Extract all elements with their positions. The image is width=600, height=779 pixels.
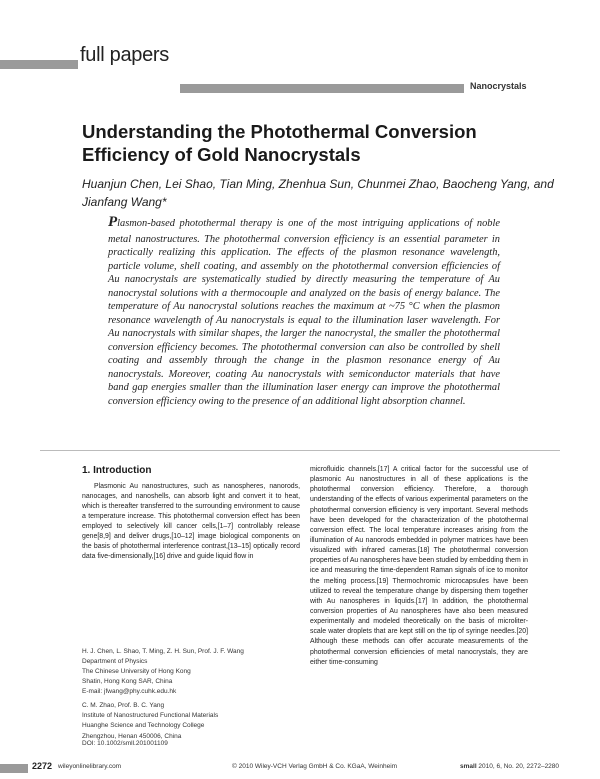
journal-info bbox=[460, 763, 559, 770]
intro-col2-paragraph: microfluidic channels.[17] A critical factor for the successful use of plasmonic Au nanostructures in all of these applications is the photothermal conversion efficiency. Therefore, a thorough understanding of the effects of various experimental parameters on the photothermal conversion efficiency is very important. Several methods have been developed for the characterization of the photothermal conversion effect. The local temperature increases arising from the illumination of Au nanorods embedded in polymer matrices have been visualized with infrared cameras.[18] The photothermal conversion properties of Au nanospheres have been studied by embedding them in ice and measuring the time-dependent Raman signals of ice to monitor the melting process.[19] Thermochromic microcapsules have been utilized to reveal the temperature change by dispersing them together with Au nanospheres in liquids.[17] In addition, the photothermal conversion properties of Au nanospheres have also been measured experimentally and modeled theoretically on the basis of microliter-scale water droplets that are kept still on the tip of syringe needles.[20] Although these methods can offer accurate measurements of the photothermal conversion efficiencies of metal nanocrystals, they are either time-consuming bbox=[310, 466, 528, 666]
affil-line: Zhengzhou, Henan 450006, China bbox=[82, 732, 182, 740]
category-label: Nanocrystals bbox=[470, 81, 527, 91]
affiliation-block-2 bbox=[82, 701, 300, 741]
affil-email[interactable]: E-mail: jfwang@phy.cuhk.edu.hk bbox=[82, 688, 177, 696]
website-link[interactable]: wileyonlinelibrary.com bbox=[58, 763, 122, 770]
affil-line: The Chinese University of Hong Kong bbox=[82, 668, 191, 676]
affiliations bbox=[82, 647, 300, 746]
header-bar-left bbox=[0, 60, 78, 69]
article-title: Understanding the Photothermal Conversion Efficiency of Gold Nanocrystals bbox=[82, 121, 477, 166]
affil-line: H. J. Chen, L. Shao, T. Ming, Z. H. Sun, Prof. J. F. Wang bbox=[82, 648, 244, 655]
affil-line: C. M. Zhao, Prof. B. C. Yang bbox=[82, 702, 165, 710]
intro-col1-paragraph: Plasmonic Au nanostructures, such as nanospheres, nanorods, nanocages, and nanoshells, can absorb light and convert it to heat, which is thereafter transferred to the surrounding environment to cause a temperature increase. This photothermal conversion effect has been employed to selectively kill cancer cells,[1–7] controllably release gene[8,9] and deliver drugs,[10–12] image biological components on the basis of photothermal interference contrast,[13–15] optically record data five-dimensionally,[16] drive and guide liquid flow in bbox=[82, 483, 300, 560]
copyright: © 2010 Wiley-VCH Verlag GmbH & Co. KGaA, Weinheim bbox=[232, 763, 398, 770]
section-label: full papers bbox=[80, 44, 169, 66]
affil-line: Shatin, Hong Kong SAR, China bbox=[82, 678, 173, 686]
page-number: 2272 bbox=[32, 761, 53, 771]
abstract bbox=[108, 213, 500, 408]
affiliation-block-1 bbox=[82, 647, 300, 697]
intro-column-1 bbox=[82, 482, 300, 562]
journal-name: small bbox=[460, 763, 477, 770]
doi[interactable]: DOI: 10.1002/smll.201001109 bbox=[82, 740, 168, 747]
header-bar-right bbox=[180, 84, 464, 93]
divider bbox=[40, 450, 560, 451]
intro-column-2 bbox=[310, 465, 528, 668]
abstract-drop-letter: P bbox=[108, 214, 118, 230]
affil-line: Department of Physics bbox=[82, 658, 148, 666]
affil-line: Huanghe Science and Technology College bbox=[82, 722, 205, 730]
affil-line: Institute of Nanostructured Functional Materials bbox=[82, 712, 219, 720]
footer-bar bbox=[0, 764, 28, 773]
article-authors: Huanjun Chen, Lei Shao, Tian Ming, Zhenhua Sun, Chunmei Zhao, Baocheng Yang, and Jianfang Wang* bbox=[82, 177, 554, 209]
intro-heading: 1. Introduction bbox=[82, 465, 152, 476]
abstract-text: lasmon-based photothermal therapy is one of the most intriguing applications of noble metal nanostructures. The photothermal conversion efficiency is an essential parameter in practically realizing this application. The effects of the plasmon resonance wavelength, particle volume, shell coating, and assembly on the photothermal conversion efficiencies of Au nanocrystals are systematically studied by directly measuring the temperature of Au nanocrystal solutions with a thermocouple and analyzed on the basis of energy balance. The temperature of Au nanocrystal solutions reaches the maximum at ~75 °C when the plasmon resonance wavelength of Au nanocrystals is equal to the illumination laser wavelength. For Au nanocrystals with similar shapes, the larger the nanocrystal, the smaller the photothermal conversion efficiency becomes. The photothermal conversion can also be controlled by shell coating and assembly through the change in the plasmon resonance energy of Au nanocrystals. Moreover, coating Au nanocrystals with semiconductor materials that have band gap energies smaller than the illumination laser energy can improve the photothermal conversion efficiency owing to the presence of an additional light absorption channel. bbox=[108, 218, 500, 407]
journal-volume: 2010, 6, No. 20, 2272–2280 bbox=[476, 763, 560, 770]
